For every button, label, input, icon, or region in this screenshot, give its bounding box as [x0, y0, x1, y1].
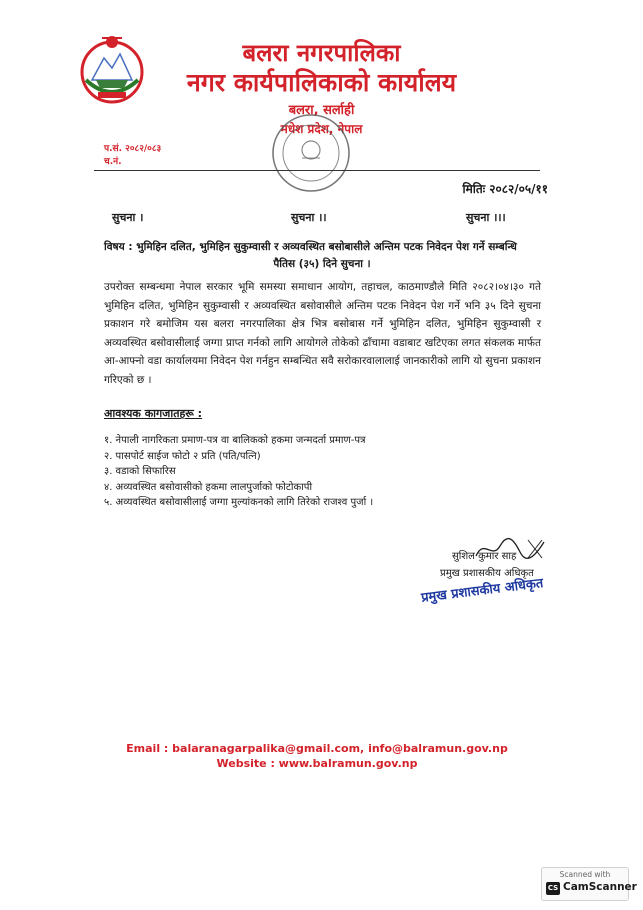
address-line-1: बलरा, सर्लाही [288, 103, 355, 118]
reference-number: प.सं. २०८२/०८३ [104, 144, 162, 154]
requirement-item: ३. वडाको सिफारिस [104, 466, 176, 477]
office-round-stamp [268, 110, 354, 196]
footer-email: Email : balaranagarpalika@gmail.com, info@balramun.gov.np [126, 742, 508, 755]
letter-date: मितिः २०८२/०५/११ [462, 182, 548, 196]
signatory-role: प्रमुख प्रशासकीय अधिकृत [440, 568, 534, 579]
notice-label-1: सुचना । [112, 211, 144, 224]
office-name: नगर कार्यपालिकाको कार्यालय [186, 68, 457, 97]
subject-line-2: पैतिस (३५) दिने सुचना । [273, 258, 371, 270]
subject-line-1: विषय : भुमिहिन दलित, भुमिहिन सुकुम्वासी र अव्यवस्थित बसोबासीले अन्तिम पटक निवेदन पेश गर्ने सम्बन्धि [104, 241, 517, 253]
requirement-item: २. पासपोर्ट साईज फोटो २ प्रति (पति/पत्नि) [104, 450, 261, 462]
address-line-2: मधेश प्रदेश, नेपाल [280, 122, 363, 136]
requirement-item: ५. अव्यवस्थित बसोवासीलाई जग्गा मुल्यांकनको लागि तिरेको राजश्व पुर्जा । [104, 497, 374, 508]
designation-stamp: प्रमुख प्रशासकीय अधिकृत [420, 576, 545, 606]
coat-of-arms-emblem [76, 30, 148, 110]
header-divider [94, 170, 540, 171]
footer-website: Website : www.balramun.gov.np [216, 757, 418, 770]
camscanner-watermark [541, 867, 637, 901]
notice-label-2: सुचना ।। [291, 211, 327, 224]
watermark-brand: CamScanner [563, 881, 637, 893]
subject-line [104, 239, 540, 273]
requirements-heading: आवश्यक कागजातहरू : [104, 407, 203, 420]
requirement-item: ४. अव्यवस्थित बसोवासीको हकमा लालपुर्जाको फोटोकापी [104, 481, 313, 493]
reference-block [104, 143, 161, 169]
camscanner-logo-icon: CS [546, 882, 560, 895]
municipality-name: बलरा नगरपालिका [242, 39, 401, 67]
signatory-name: सुशिल कुमार साह [452, 551, 517, 562]
notice-label-3: सुचना ।।। [466, 211, 506, 224]
requirement-item: १. नेपाली नागरिकता प्रमाण-पत्र वा बालिकको हकमा जन्मदर्ता प्रमाण-पत्र [104, 435, 366, 446]
dispatch-number: च.नं. [104, 157, 122, 167]
notice-body: उपरोक्त सम्बन्धमा नेपाल सरकार भूमि समस्या समाधान आयोग, तहाचल, काठमाण्डौले मिति २०८२।०४।३० गते भुमिहिन दलित, भुमिहिन सुकुम्वासी र अव्यवस्थित बसोवासीले अन्तिम पटक निवेदन पेश गर्ने भनि ३५ दिने सुचना प्रकाशन गरे बमोजिम यस बलरा नगरपालिका क्षेत्र भित्र बसोबास गर्ने भुमिहिन दलित, भुमिहिन सुकुम्वासी र अव्यवस्थित बसोवासीलाई जग्गा प्राप्त गर्नको लागि आयोगले तोकेको ढाँचामा वडाबाट खटिएका लगत संकलक मार्फत आ-आफ्नो वडा कार्यालयमा निवेदन पेश गर्नहुन सम्बन्धित सवै सरोकारवालालाई जानकारीको लागि यो सुचना प्रकाशन गरिएको छ । [104, 281, 541, 386]
watermark-caption: Scanned with [559, 870, 611, 879]
requirements-list [104, 433, 373, 511]
